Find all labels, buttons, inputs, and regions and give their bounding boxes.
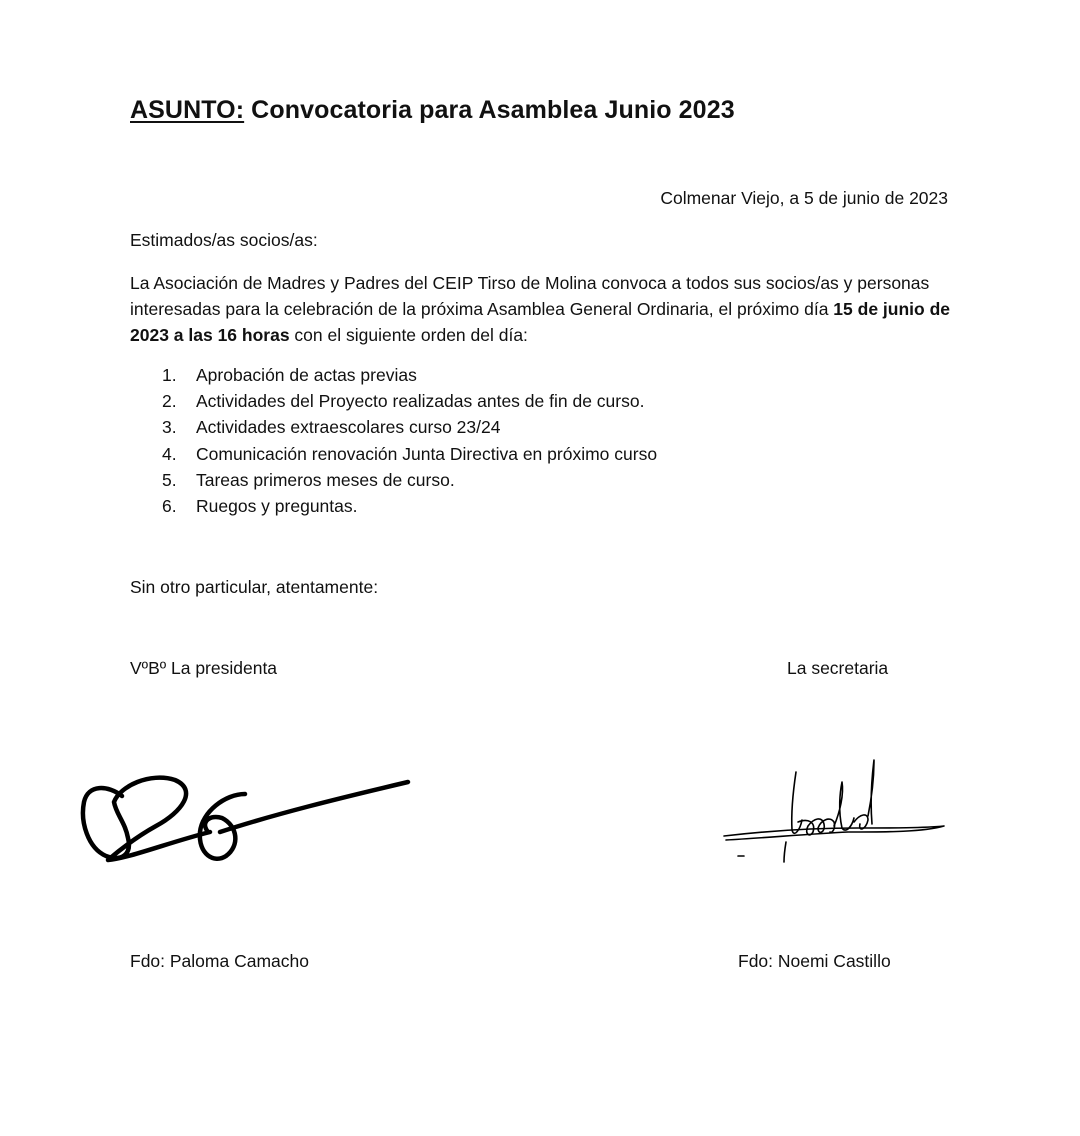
agenda-item <box>130 493 657 519</box>
signature-stroke <box>868 760 874 824</box>
secretary-signature <box>718 752 953 872</box>
agenda-item-number: 4. <box>162 443 177 464</box>
salutation: Estimados/as socios/as: <box>130 230 318 250</box>
agenda-item-number: 1. <box>162 365 177 385</box>
subject-label: ASUNTO: <box>130 96 245 124</box>
subject-heading <box>130 96 735 125</box>
signature-stroke <box>792 772 802 833</box>
agenda-item-text: Actividades extraescolares curso 23/24 <box>196 417 501 438</box>
agenda-item-text: Aprobación de actas previas <box>196 365 417 385</box>
agenda-item-number: 6. <box>162 495 177 516</box>
president-signature <box>70 760 420 880</box>
signature-stroke <box>220 782 408 832</box>
signature-stroke <box>854 815 868 829</box>
agenda-item-text: Comunicación renovación Junta Directiva en próximo curso <box>196 443 658 464</box>
agenda-item <box>130 414 657 440</box>
agenda-item <box>130 441 657 467</box>
meeting-datetime: 15 de junio de 2023 a las 16 horas <box>130 299 950 345</box>
agenda-item <box>130 388 657 414</box>
subject-text: Convocatoria para Asamblea Junio 2023 <box>244 96 735 124</box>
signature-stroke <box>784 842 786 862</box>
president-role: VºBº La presidenta <box>130 658 278 678</box>
signature-stroke <box>83 778 210 860</box>
agenda-item-number: 3. <box>162 417 177 438</box>
secretary-role: La secretaria <box>787 658 889 678</box>
place-date: Colmenar Viejo, a 5 de junio de 2023 <box>660 188 948 208</box>
agenda-item <box>130 467 657 493</box>
agenda-item-number: 5. <box>162 469 177 490</box>
president-name: Fdo: Paloma Camacho <box>130 951 309 971</box>
intro-paragraph <box>130 270 954 348</box>
signature-stroke <box>834 782 854 830</box>
agenda-list <box>130 362 657 519</box>
intro-text-before: La Asociación de Madres y Padres del CEIP Tirso de Molina convoca a todos sus socios/as y personas interesadas para la celebración de la próxima Asamblea General Ordinaria, el próximo día <box>130 273 930 319</box>
agenda-item-text: Tareas primeros meses de curso. <box>196 469 455 490</box>
closing-line: Sin otro particular, atentamente: <box>130 577 379 597</box>
signature-stroke <box>724 826 944 840</box>
agenda-item-text: Ruegos y preguntas. <box>196 495 358 516</box>
secretary-name: Fdo: Noemi Castillo <box>738 951 891 971</box>
agenda-item-number: 2. <box>162 391 177 412</box>
intro-text-after: con el siguiente orden del día: <box>289 325 528 345</box>
agenda-item-text: Actividades del Proyecto realizadas antes de fin de curso. <box>196 391 645 412</box>
agenda-item <box>130 362 657 388</box>
